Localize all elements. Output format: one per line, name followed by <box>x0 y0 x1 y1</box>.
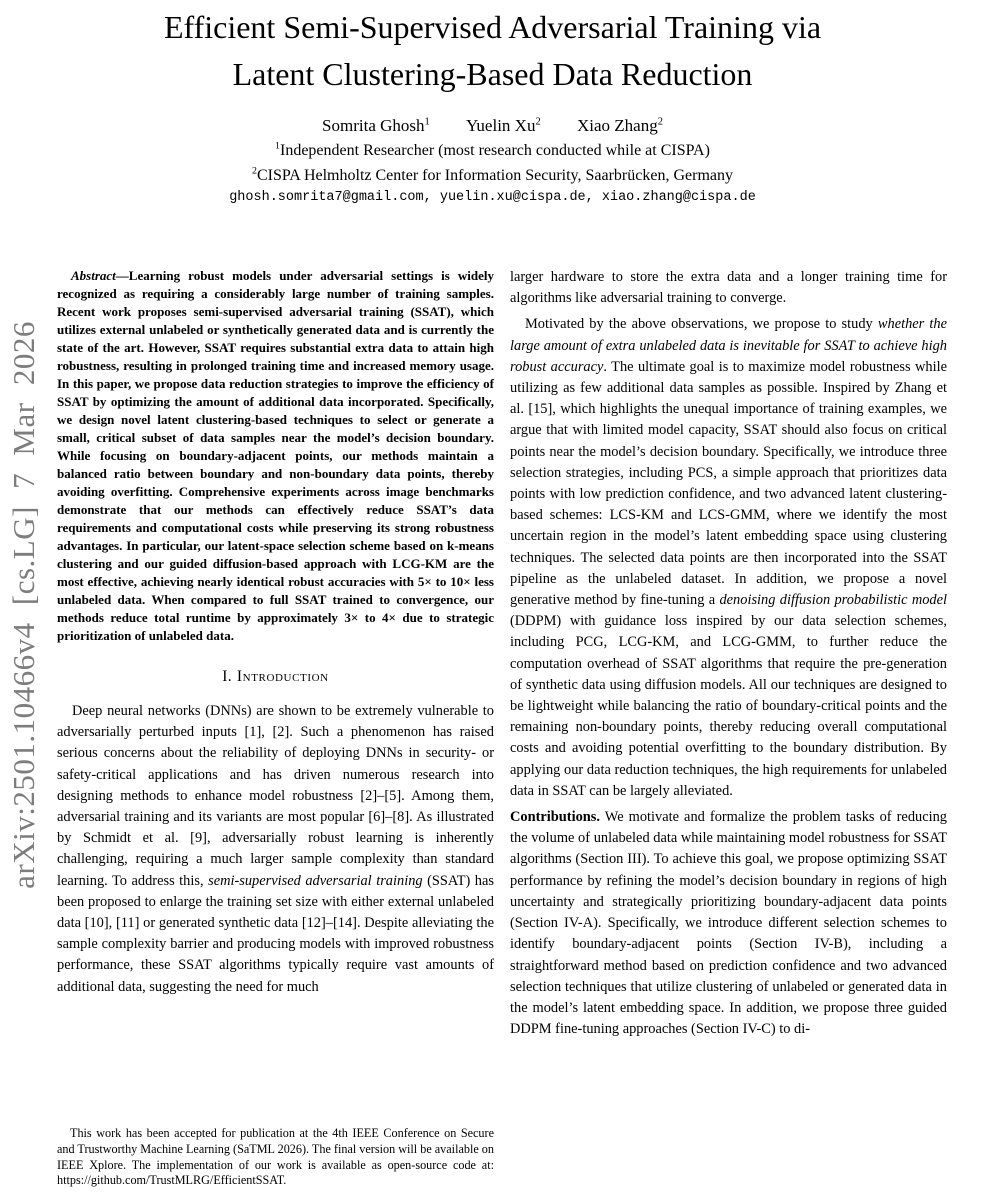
paragraph-text: Deep neural networks (DNNs) are shown to be extremely vulnerable to adversarially perturbed inputs [1], [2]. Such a phenomenon has raised serious concerns about the reliability of deploying DNNs in security- or safety-critical applications and has driven numerous research into designing methods to enhance model robustness [2]–[5]. Among them, adversarial training and its variants are most popular [6]–[8]. As illustrated by Schmidt et al. [9], adversarially robust learning is inherently challenging, requiring a much larger sample complexity than standard learning. To address this, <box>57 703 494 889</box>
paragraph-text-italic: denoising diffusion probabilistic model <box>719 592 947 609</box>
author-name: Yuelin Xu <box>466 116 536 135</box>
arxiv-watermark: arXiv:2501.10466v4 [cs.LG] 7 Mar 2026 <box>6 321 41 889</box>
motivation-paragraph <box>510 314 947 802</box>
affiliation-mark: 1 <box>275 140 280 152</box>
author-line <box>20 116 965 136</box>
right-column <box>510 267 947 1040</box>
title-line-1: Efficient Semi-Supervised Adversarial Training via <box>163 9 822 45</box>
author-affiliation-mark: 1 <box>424 116 430 128</box>
author <box>322 116 430 136</box>
author-name: Somrita Ghosh <box>322 116 425 135</box>
author-name: Xiao Zhang <box>576 116 658 135</box>
paragraph-text: (SSAT) has been proposed to enlarge the training set size with either external unlabeled data [10], [11] or generated synthetic data [12]–[14]. Despite alleviating the sample complexity barrier and producing models with improved robustness performance, these SSAT algorithms typically require vast amounts of additional data, suggesting the need for much <box>57 872 494 995</box>
left-column <box>57 267 494 998</box>
title-line-2: Latent Clustering-Based Data Reduction <box>232 56 753 92</box>
affiliation <box>20 165 965 186</box>
footnote-text: This work has been accepted for publication at the 4th IEEE Conference on Secure and Trustworthy Machine Learning (SaTML 2026). The final version will be available on IEEE Xplore. The implementation of our work is available as open-source code at: <box>57 1126 494 1172</box>
section-number: I. <box>222 668 232 685</box>
intro-paragraph <box>57 701 494 998</box>
author-emails[interactable]: ghosh.somrita7@gmail.com, yuelin.xu@cispa.de, xiao.zhang@cispa.de <box>229 190 756 205</box>
affiliation-text: Independent Researcher (most research conducted while at CISPA) <box>280 142 710 159</box>
paragraph-text-italic: whether the large amount of extra unlabeled data is inevitable for SSAT to achieve high robust accuracy <box>510 316 947 375</box>
affiliation-mark: 2 <box>252 165 257 177</box>
github-url[interactable]: https://github.com/TrustMLRG/EfficientSSAT <box>57 1173 284 1188</box>
section-title: Introduction <box>236 668 329 685</box>
paragraph-text: Motivated by the above observations, we propose to study <box>525 316 878 333</box>
paragraph-text-italic: semi-supervised adversarial training <box>208 872 423 889</box>
paragraph-text: . The ultimate goal is to maximize model robustness while utilizing as few additional data samples as possible. Inspired by Zhang et al. [15], which highlights the unequal importance of training examples, we argue that with limited model capacity, SSAT should also focus on critical points near the model’s decision boundary. Specifically, we introduce three selection strategies, including PCS, a simple approach that prioritizes data points with low prediction confidence, and two advanced latent clustering-based schemes: LCS-KM and LCS-GMM, where we identify the most uncertain region in the model’s latent embedding space using clustering techniques. The selected data points are then incorporated into the SSAT pipeline as the unlabeled dataset. In addition, we propose a novel generative method by fine-tuning a <box>510 358 947 609</box>
author-affiliation-mark: 2 <box>535 116 541 128</box>
contributions-label: Contributions. <box>510 809 600 826</box>
author-affiliation-mark: 2 <box>657 116 663 128</box>
paragraph-text: (DDPM) with guidance loss inspired by our data selection schemes, including PCG, LCG-KM, and LCG-GMM, to further reduce the computation overhead of SSAT algorithms that require the pre-generation of synthetic data using diffusion models. All our techniques are designed to be lightweight while balancing the ratio of boundary-critical points and the remaining non-boundary points, thereby reducing overall computational costs and avoiding potential overfitting to the boundary distribution. By applying our data reduction techniques, the high requirements for unlabeled data in SSAT can be largely alleviated. <box>510 613 947 799</box>
footnote <box>57 1126 494 1189</box>
paper-title <box>20 4 965 98</box>
continuation-paragraph: larger hardware to store the extra data and a longer training time for algorithms like adversarial training to converge. <box>510 269 947 307</box>
section-heading-introduction <box>57 668 494 686</box>
affiliation-text: CISPA Helmholtz Center for Information Security, Saarbrücken, Germany <box>256 167 733 184</box>
contributions-paragraph <box>510 807 947 1040</box>
author <box>466 116 541 136</box>
abstract-text: Learning robust models under adversarial settings is widely recognized as requiring a considerably large number of training samples. Recent work proposes semi-supervised adversarial training (SSAT), which utilizes external unlabeled or synthetically generated data and is currently the state of the art. However, SSAT requires substantial extra data to attain high robustness, resulting in prolonged training time and increased memory usage. In this paper, we propose data reduction strategies to improve the efficiency of SSAT by optimizing the amount of additional data incorporated. Specifically, we design novel latent clustering-based techniques to select or generate a small, critical subset of data samples near the model’s decision boundary. While focusing on boundary-adjacent points, our methods maintain a balanced ratio between boundary and non-boundary data points, thereby avoiding overfitting. Comprehensive experiments across image benchmarks demonstrate that our methods can effectively reduce SSAT’s data requirements and computational costs while preserving its strong robustness advantages. In particular, our latent-space selection scheme based on k-means clustering and our guided diffusion-based approach with LCG-KM are the most effective, achieving nearly identical robust accuracies with 5× to 10× less unlabeled data. When compared to full SSAT trained to convergence, our methods reduce total runtime by approximately 3× to 4× due to strategic prioritization of unlabeled data. <box>57 268 494 643</box>
abstract-label: Abstract <box>71 268 116 283</box>
author <box>577 116 663 136</box>
abstract <box>57 267 494 645</box>
paragraph-text: We motivate and formalize the problem tasks of reducing the volume of unlabeled data while maintaining model robustness for SSAT algorithms (Section III). To achieve this goal, we propose optimizing SSAT performance by refining the model’s decision boundary in regions of high uncertainty and strategically prioritizing boundary-adjacent data points (Section IV-A). Specifically, we introduce different selection schemes to identify boundary-adjacent points (Section IV-B), including a straightforward method based on prediction confidence and two advanced selection techniques that utilize clustering of unlabeled or generated data in the model’s latent embedding space. In addition, we propose three guided DDPM fine-tuning approaches (Section IV-C) to di- <box>510 809 947 1038</box>
affiliation <box>20 140 965 161</box>
paper-header <box>20 0 965 205</box>
footnote-text: . <box>283 1173 287 1188</box>
abstract-dash: — <box>115 268 129 283</box>
